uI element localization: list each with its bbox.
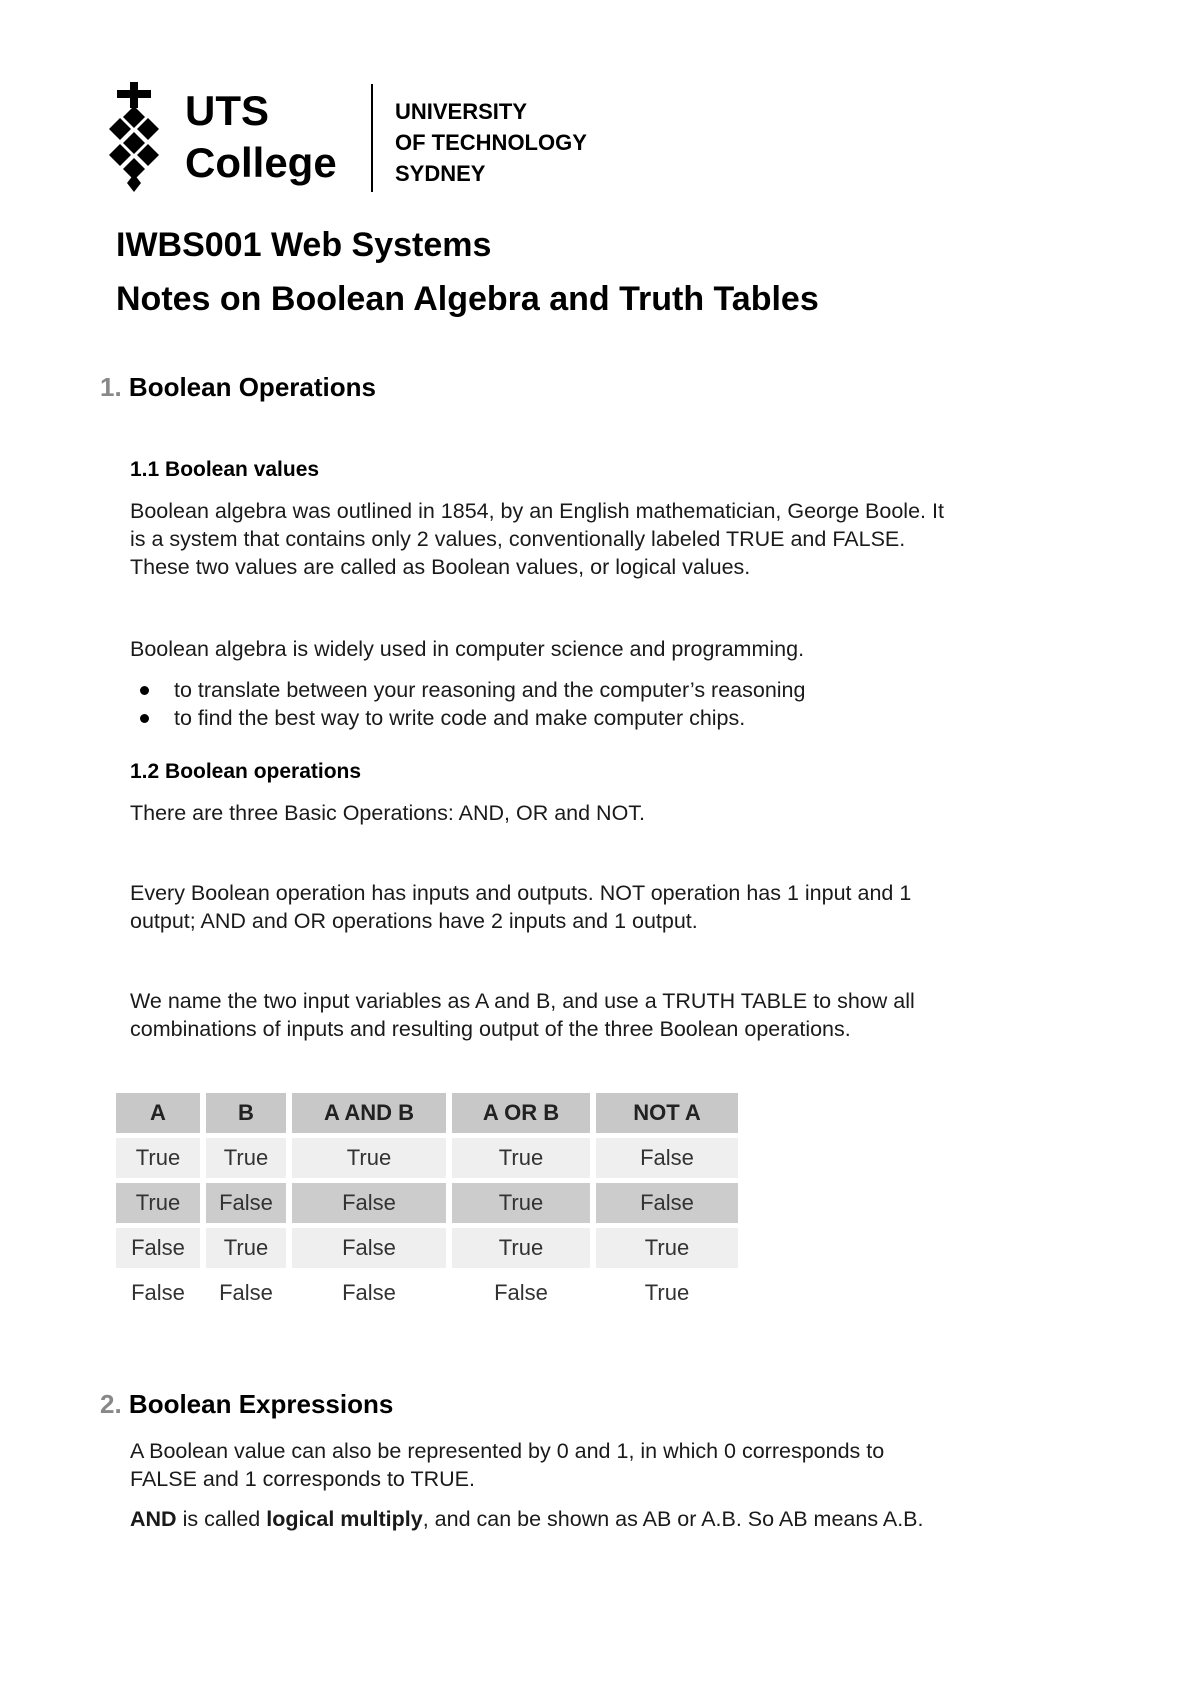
list-item-text: to translate between your reasoning and the computer’s reasoning — [174, 678, 806, 702]
table-cell: True — [596, 1273, 738, 1313]
document-title: Notes on Boolean Algebra and Truth Tables — [116, 280, 819, 318]
bold-term-logical-multiply: logical multiply — [266, 1507, 423, 1531]
table-cell: True — [116, 1183, 200, 1223]
table-row — [116, 1183, 738, 1223]
boolean-values-paragraph — [130, 497, 1090, 581]
logo-university-line: SYDNEY — [395, 161, 486, 186]
logo-university-text — [395, 96, 587, 189]
bold-term-and: AND — [130, 1507, 177, 1531]
inputs-outputs-paragraph — [130, 879, 1090, 935]
logo-divider — [371, 84, 373, 192]
table-header-row — [116, 1093, 738, 1133]
section-title: Boolean Operations — [128, 372, 376, 402]
column-header-and: A AND B — [292, 1093, 446, 1133]
usage-bullet-list — [130, 676, 805, 732]
table-cell: True — [596, 1228, 738, 1268]
truth-table-intro-paragraph — [130, 987, 1090, 1043]
table-row — [116, 1273, 738, 1313]
column-header-b: B — [206, 1093, 286, 1133]
text-line: combinations of inputs and resulting output of the three Boolean operations. — [130, 1017, 851, 1041]
table-cell: True — [452, 1138, 590, 1178]
logo-college-text: College — [185, 139, 337, 186]
list-item — [130, 676, 805, 704]
section-1-heading — [100, 372, 376, 403]
text-line: These two values are called as Boolean values, or logical values. — [130, 555, 751, 579]
table-cell: False — [116, 1228, 200, 1268]
logo-university-line: UNIVERSITY — [395, 99, 528, 124]
subsection-1-2-heading: 1.2 Boolean operations — [130, 760, 362, 783]
text-line: Boolean algebra was outlined in 1854, by an English mathematician, George Boole. It — [130, 499, 944, 523]
logo-university-line: OF TECHNOLOGY — [395, 130, 587, 155]
bullet-icon — [140, 714, 149, 723]
text-line: Boolean algebra is widely used in computer science and programming. — [130, 637, 805, 661]
section-number: 2. — [100, 1389, 122, 1419]
table-cell: False — [452, 1273, 590, 1313]
subsection-1-1-heading: 1.1 Boolean values — [130, 458, 320, 481]
inline-text: , and can be shown as AB or A.B. So AB means A.B. — [422, 1507, 924, 1531]
column-header-not: NOT A — [596, 1093, 738, 1133]
table-cell: True — [452, 1183, 590, 1223]
truth-table — [110, 1088, 744, 1318]
usage-paragraph — [130, 635, 1090, 663]
text-line: Every Boolean operation has inputs and outputs. NOT operation has 1 input and 1 — [130, 881, 912, 905]
table-cell: False — [206, 1273, 286, 1313]
section-2-heading — [100, 1389, 393, 1420]
table-cell: False — [596, 1183, 738, 1223]
basic-operations-paragraph — [130, 799, 1090, 827]
table-cell: True — [206, 1138, 286, 1178]
course-title: IWBS001 Web Systems — [116, 226, 492, 264]
column-header-or: A OR B — [452, 1093, 590, 1133]
table-row — [116, 1138, 738, 1178]
uts-crest-icon — [105, 82, 163, 194]
table-cell: False — [292, 1183, 446, 1223]
bullet-icon — [140, 686, 149, 695]
binary-representation-paragraph — [130, 1437, 1090, 1493]
table-cell: False — [292, 1228, 446, 1268]
list-item — [130, 704, 805, 732]
table-cell: False — [116, 1273, 200, 1313]
section-number: 1. — [100, 372, 122, 402]
text-line: We name the two input variables as A and B, and use a TRUTH TABLE to show all — [130, 989, 915, 1013]
text-line: is a system that contains only 2 values, conventionally labeled TRUE and FALSE. — [130, 527, 906, 551]
list-item-text: to find the best way to write code and make computer chips. — [174, 706, 746, 730]
column-header-a: A — [116, 1093, 200, 1133]
table-cell: True — [116, 1138, 200, 1178]
table-row — [116, 1228, 738, 1268]
table-cell: False — [206, 1183, 286, 1223]
text-line — [130, 1505, 1090, 1533]
logical-multiply-paragraph — [130, 1505, 1090, 1533]
table-cell: True — [292, 1138, 446, 1178]
logo-uts-text: UTS — [185, 87, 269, 134]
inline-text: is called — [176, 1507, 267, 1531]
table-cell: True — [452, 1228, 590, 1268]
text-line: output; AND and OR operations have 2 inputs and 1 output. — [130, 909, 698, 933]
uts-college-logo — [105, 82, 605, 194]
section-title: Boolean Expressions — [128, 1389, 394, 1419]
table-cell: False — [596, 1138, 738, 1178]
text-line: There are three Basic Operations: AND, OR and NOT. — [130, 801, 646, 825]
table-cell: False — [292, 1273, 446, 1313]
text-line: A Boolean value can also be represented by 0 and 1, in which 0 corresponds to — [130, 1439, 885, 1463]
text-line: FALSE and 1 corresponds to TRUE. — [130, 1467, 475, 1491]
table-cell: True — [206, 1228, 286, 1268]
